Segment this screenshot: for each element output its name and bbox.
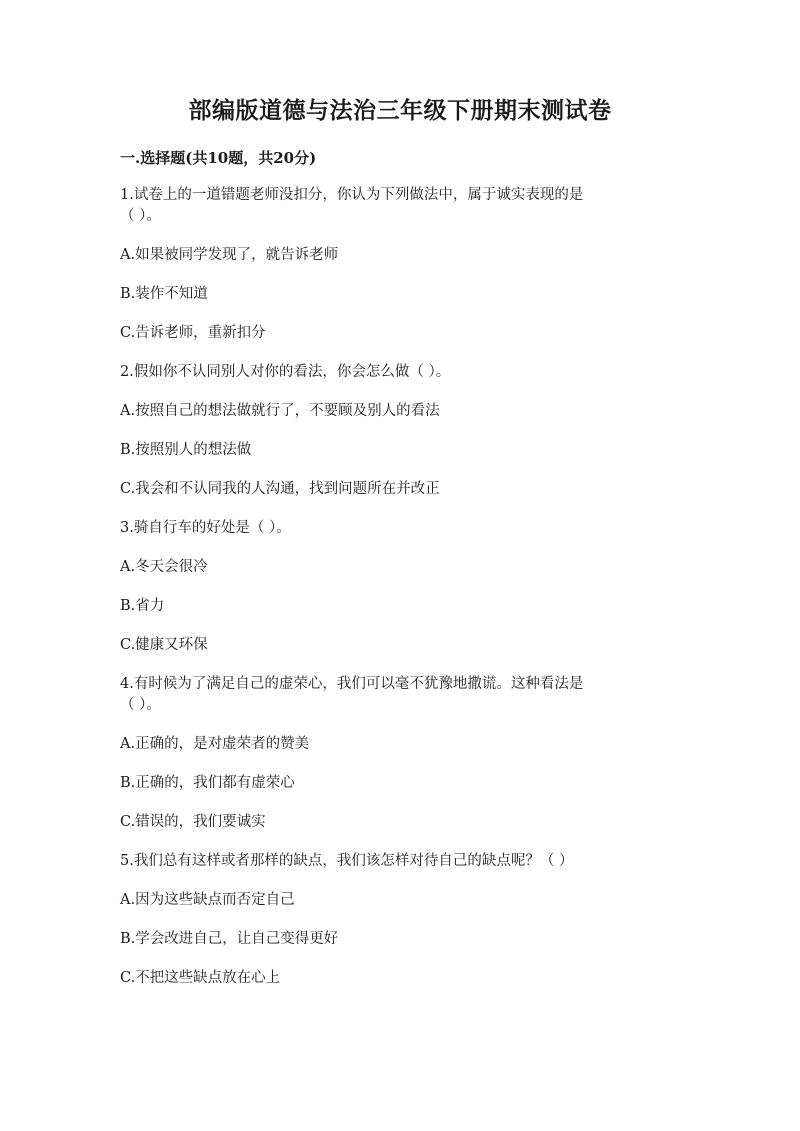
option-a: A.正确的，是对虚荣者的赞美 <box>120 736 310 752</box>
question-stem-line: 4.有时候为了满足自己的虚荣心，我们可以毫不犹豫地撒谎。这种看法是 <box>120 676 584 692</box>
option-b: B.按照别人的想法做 <box>120 442 252 458</box>
option-b: B.正确的，我们都有虚荣心 <box>120 775 295 791</box>
question-stem: 2.假如你不认同别人对你的看法，你会怎么做（ ）。 <box>120 364 451 380</box>
option-a: A.因为这些缺点而否定自己 <box>120 892 295 908</box>
option-c: C.错误的，我们要诚实 <box>120 814 266 830</box>
option-c: C.告诉老师，重新扣分 <box>120 325 266 341</box>
option-b: B.装作不知道 <box>120 286 208 302</box>
question-stem-line: （ ）。 <box>120 208 161 224</box>
page-title: 部编版道德与法治三年级下册期末测试卷 <box>188 97 612 124</box>
option-b: B.省力 <box>120 598 165 614</box>
question-stem <box>120 674 650 716</box>
option-a: A.按照自己的想法做就行了，不要顾及别人的看法 <box>120 403 440 419</box>
question-1 <box>120 185 650 344</box>
question-5 <box>120 851 650 989</box>
question-stem: 3.骑自行车的好处是（ ）。 <box>120 520 291 536</box>
option-a: A.如果被同学发现了，就告诉老师 <box>120 247 339 263</box>
option-c: C.不把这些缺点放在心上 <box>120 970 281 986</box>
question-4 <box>120 674 650 833</box>
question-stem-line: 1.试卷上的一道错题老师没扣分，你认为下列做法中，属于诚实表现的是 <box>120 187 584 203</box>
question-list <box>120 185 650 1007</box>
section-heading: 一.选择题(共10题，共20分) <box>120 149 317 167</box>
option-a: A.冬天会很冷 <box>120 559 208 575</box>
question-stem <box>120 185 650 227</box>
option-c: C.我会和不认同我的人沟通，找到问题所在并改正 <box>120 481 440 497</box>
option-c: C.健康又环保 <box>120 637 208 653</box>
question-3 <box>120 518 650 656</box>
question-stem-line: （ ）。 <box>120 697 161 713</box>
question-2 <box>120 362 650 500</box>
question-stem: 5.我们总有这样或者那样的缺点，我们该怎样对待自己的缺点呢？（ ） <box>120 853 574 869</box>
option-b: B.学会改进自己，让自己变得更好 <box>120 931 339 947</box>
